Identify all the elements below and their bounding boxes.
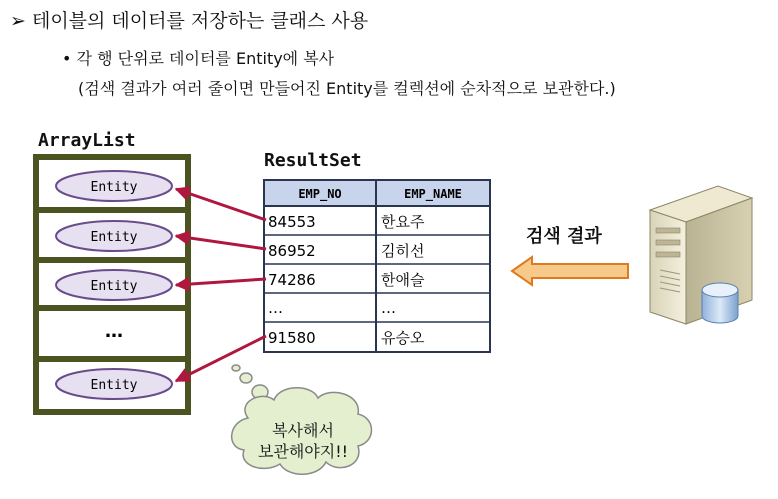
arraylist-title: ArrayList: [38, 130, 136, 151]
entity-item-3: [56, 270, 172, 300]
bullet-main: ➢ 테이블의 데이터를 저장하는 클래스 사용: [10, 10, 369, 32]
resultset-table: [264, 180, 490, 352]
cell-emp-no: …: [268, 299, 283, 317]
entity-label: Entity: [90, 279, 138, 294]
entity-label: Entity: [90, 180, 138, 195]
cell-emp-name: 김히선: [381, 242, 425, 260]
cloud-line: 복사해서: [272, 421, 334, 440]
cell-emp-no: 74286: [268, 271, 316, 289]
cell-emp-name: …: [381, 299, 396, 317]
bullet-sub: • 각 행 단위로 데이터를 Entity에 복사: [62, 49, 335, 68]
search-result-arrow: [512, 257, 628, 285]
server-icon: [650, 186, 752, 324]
cell-emp-name: 한애슬: [381, 271, 425, 289]
entity-item-2: [56, 221, 172, 251]
cell-emp-name: 유승오: [381, 329, 425, 347]
resultset-title: ResultSet: [264, 150, 362, 171]
entity-item-5: [56, 369, 172, 399]
search-result-label: 검색 결과: [526, 226, 602, 247]
cell-emp-no: 91580: [268, 329, 316, 347]
entity-ellipsis: …: [105, 321, 123, 342]
cell-emp-no: 84553: [268, 213, 316, 231]
entity-label: Entity: [90, 230, 138, 245]
cloud-text: [248, 420, 358, 462]
cell-emp-no: 86952: [268, 242, 316, 260]
entity-label: Entity: [90, 378, 138, 393]
cloud-line: 보관해야지!!: [257, 442, 349, 461]
bullet-note: (검색 결과가 여러 줄이면 만들어진 Entity를 컬렉션에 순차적으로 보관한다.): [78, 79, 616, 98]
cell-emp-name: 한요주: [381, 213, 425, 231]
entity-item-1: [56, 171, 172, 201]
header-emp-no: EMP_NO: [298, 187, 342, 201]
header-emp-name: EMP_NAME: [404, 187, 462, 201]
